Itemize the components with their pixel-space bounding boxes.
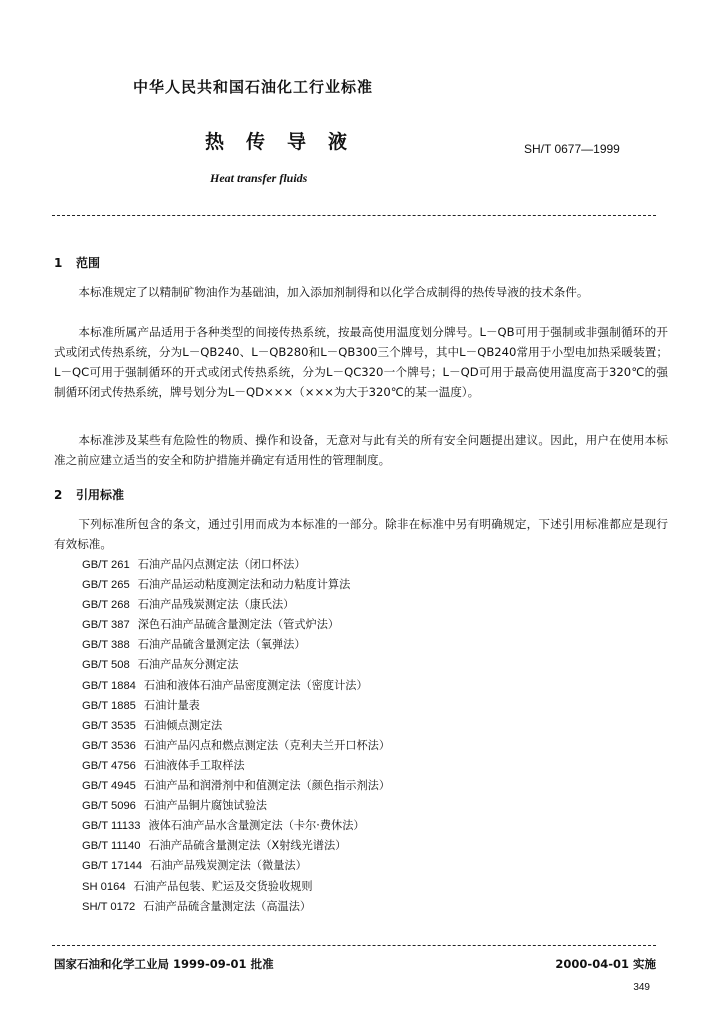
- reference-title: 石油产品硫含量测定法（X射线光谱法）: [148, 839, 347, 853]
- reference-code: GB/T 508: [82, 659, 130, 672]
- section-title: 范围: [76, 256, 101, 270]
- reference-title: 石油产品运动粘度测定法和动力粘度计算法: [137, 578, 351, 592]
- reference-title: 石油计量表: [143, 698, 200, 712]
- reference-item: [82, 897, 390, 917]
- reference-code: GB/T 11140: [82, 840, 141, 853]
- reference-code: SH/T 0172: [82, 900, 136, 913]
- reference-code: GB/T 1885: [82, 699, 136, 712]
- reference-item: [82, 856, 390, 876]
- reference-title: 石油产品硫含量测定法（高温法）: [143, 899, 312, 913]
- reference-item: [82, 796, 390, 816]
- header-divider: [52, 215, 656, 216]
- reference-title: 石油产品残炭测定法（康氏法）: [137, 598, 295, 612]
- paragraph: 本标准规定了以精制矿物油作为基础油，加入添加剂制得和以化学合成制得的热传导液的技术条件。: [78, 285, 589, 299]
- reference-item: [82, 676, 390, 696]
- reference-title: 石油产品闪点测定法（闭口杯法）: [137, 558, 306, 571]
- reference-code: GB/T 11133: [82, 820, 141, 833]
- reference-title: 石油产品残炭测定法（微量法）: [150, 859, 307, 873]
- section-number: 2: [54, 488, 63, 502]
- reference-item: [82, 615, 390, 635]
- reference-item: [82, 595, 390, 615]
- reference-item: [82, 816, 390, 836]
- reference-title: 液体石油产品水含量测定法（卡尔·费休法）: [148, 819, 365, 833]
- reference-item: [82, 555, 390, 575]
- reference-code: GB/T 388: [82, 639, 130, 652]
- reference-title: 石油产品铜片腐蚀试验法: [143, 799, 267, 813]
- reference-title: 石油产品包装、贮运及交货验收规则: [133, 879, 313, 893]
- section-number: 1: [54, 256, 63, 270]
- paragraph: 本标准涉及某些有危险性的物质、操作和设备，无意对与此有关的所有安全问题提出建议。因此，用户在使用本标准之前应建立适当的安全和防护措施并确定有适用性的管理制度。: [54, 433, 668, 467]
- reference-item: [82, 696, 390, 716]
- reference-code: GB/T 1884: [82, 679, 136, 692]
- reference-item: [82, 635, 390, 655]
- approval-line: 国家石油和化学工业局 1999-09-01 批准: [54, 957, 274, 971]
- reference-title: 深色石油产品硫含量测定法（管式炉法）: [137, 618, 340, 632]
- reference-code: GB/T 268: [82, 599, 130, 612]
- reference-code: GB/T 265: [82, 579, 130, 592]
- page-number: 349: [633, 982, 650, 993]
- section-title: 引用标准: [76, 488, 125, 502]
- reference-title: 石油产品和润滑剂中和值测定法（颜色指示剂法）: [143, 779, 391, 793]
- reference-code: GB/T 5096: [82, 800, 136, 813]
- reference-title: 石油产品闪点和燃点测定法（克利夫兰开口杯法）: [143, 738, 391, 752]
- reference-item: [82, 836, 390, 856]
- reference-code: GB/T 261: [82, 559, 130, 571]
- reference-title: 石油产品灰分测定法: [137, 658, 239, 672]
- document-title: 热传导液: [205, 131, 370, 153]
- paragraph: 下列标准所包含的条文，通过引用而成为本标准的一部分。除非在标准中另有明确规定，下述引用标准都应是现行有效标准。: [54, 517, 668, 551]
- reference-item: [82, 716, 390, 736]
- english-title: Heat transfer fluids: [210, 171, 308, 185]
- reference-title: 石油和液体石油产品密度测定法（密度计法）: [143, 678, 368, 692]
- reference-code: SH 0164: [82, 880, 126, 893]
- reference-code: GB/T 3535: [82, 719, 136, 732]
- reference-item: [82, 776, 390, 796]
- paragraph: 本标准所属产品适用于各种类型的间接传热系统，按最高使用温度划分牌号。L－QB可用于强制或非强制循环的开式或闭式传热系统，分为L－QB240、L－QB280和L－QB300三个牌号，其中L－QB240常用于小型电加热采暖装置；L－QC可用于强制循环的开式或闭式传热系统，分为L－QC320一个牌号；L－QD可用于最高使用温度高于320℃的强制循环闭式传热系统，牌号划分为L－QD×××（×××为大于320℃的某一温度）。: [54, 325, 668, 399]
- section-heading-scope: [54, 254, 100, 271]
- standard-type-header: 中华人民共和国石油化工行业标准: [133, 78, 374, 96]
- footer-divider: [52, 945, 656, 946]
- reference-code: GB/T 4756: [82, 759, 136, 772]
- implementation-date: 2000-04-01 实施: [555, 957, 656, 971]
- reference-title: 石油液体手工取样法: [143, 758, 245, 772]
- standard-code: SH/T 0677—1999: [524, 142, 620, 156]
- reference-item: [82, 756, 390, 776]
- reference-title: 石油产品硫含量测定法（氧弹法）: [137, 638, 306, 652]
- reference-code: GB/T 3536: [82, 739, 136, 752]
- section-heading-references: [54, 486, 124, 503]
- reference-item: [82, 575, 390, 595]
- reference-item: [82, 736, 390, 756]
- reference-code: GB/T 17144: [82, 860, 143, 873]
- reference-item: [82, 655, 390, 675]
- reference-item: [82, 877, 390, 897]
- reference-code: GB/T 4945: [82, 780, 136, 793]
- reference-title: 石油倾点测定法: [143, 718, 223, 732]
- reference-code: GB/T 387: [82, 619, 130, 632]
- reference-list: [82, 555, 390, 917]
